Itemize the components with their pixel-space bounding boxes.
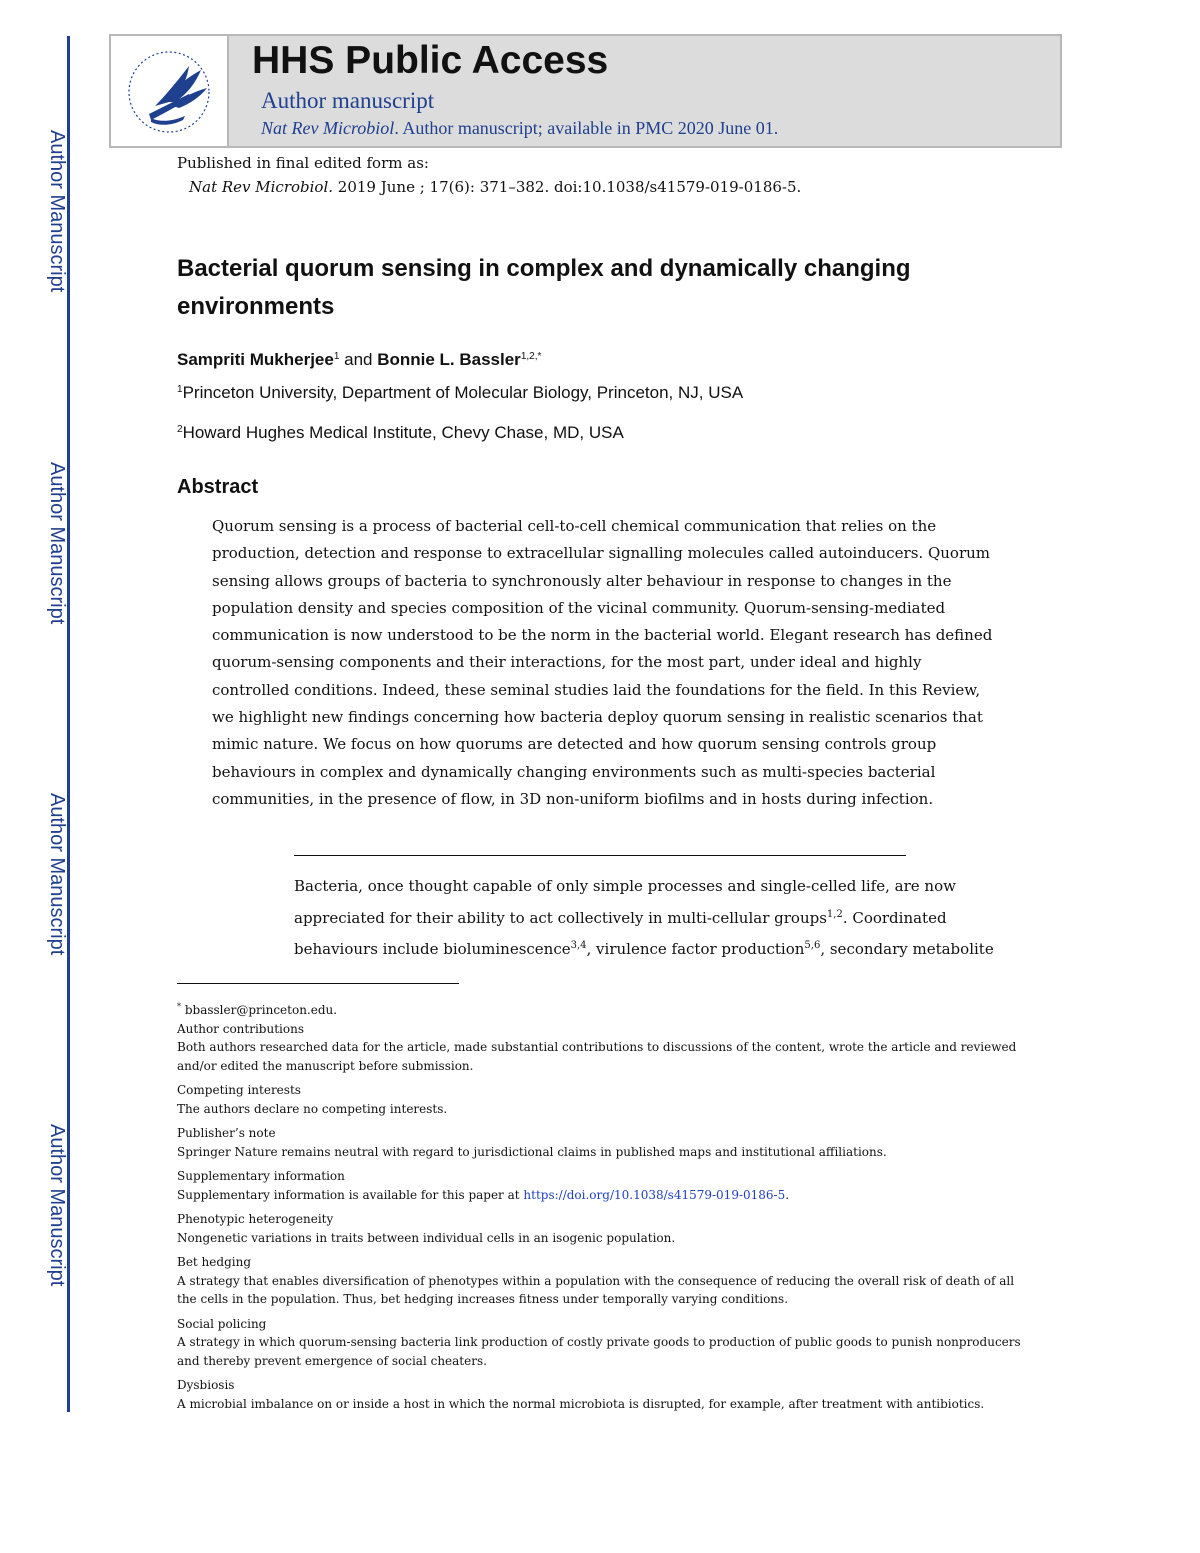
journal-name: Nat Rev Microbiol — [261, 118, 395, 138]
affiliation-text: Howard Hughes Medical Institute, Chevy Chase, MD, USA — [182, 423, 624, 442]
footnote-text — [177, 1186, 1027, 1205]
sidebar-label: Author Manuscript — [46, 130, 68, 293]
body-text: . Coordinated behaviours include bioluminescence — [294, 908, 947, 958]
availability-line — [261, 118, 778, 139]
affiliation — [177, 423, 624, 443]
sidebar-label: Author Manuscript — [46, 462, 68, 625]
footnote-text: Both authors researched data for the article, made substantial contributions to discussions of the content, wrote the article and reviewed and/or edited the manuscript before submission. — [177, 1040, 1017, 1073]
body-text: , secondary metabolite — [820, 940, 994, 958]
availability-text: . Author manuscript; available in PMC 2020 June 01. — [394, 118, 779, 138]
reference-marker: 5,6 — [804, 940, 821, 951]
footnote-section — [177, 1167, 1027, 1204]
footnote-section — [177, 1124, 1027, 1161]
doi-link[interactable]: https://doi.org/10.1038/s41579-019-0186-5 — [523, 1187, 786, 1202]
glossary-term: Social policing — [177, 1316, 267, 1331]
glossary-term: Phenotypic heterogeneity — [177, 1212, 334, 1226]
author-affiliation-marker: 1 — [333, 351, 340, 362]
article-title: Bacterial quorum sensing in complex and dynamically changing environments — [177, 255, 911, 320]
manuscript-subtitle: Author manuscript — [261, 88, 435, 113]
author-line — [177, 350, 541, 370]
header-banner — [109, 34, 1062, 148]
glossary-entry — [177, 1253, 1027, 1309]
glossary-term: Bet hedging — [177, 1255, 251, 1269]
author-name: Bonnie L. Bassler — [377, 350, 521, 369]
abstract-heading: Abstract — [177, 476, 259, 498]
footnote-heading: Author contributions — [177, 1021, 304, 1036]
footnote-divider — [177, 983, 459, 984]
citation-line — [189, 178, 801, 196]
author-name: Sampriti Mukherjee — [177, 350, 334, 369]
email-text: bbassler@princeton.edu. — [184, 1003, 338, 1017]
body-text: , virulence factor production — [586, 940, 805, 958]
body-paragraph — [294, 873, 1034, 964]
citation-details: 2019 June ; 17(6): 371–382. doi:10.1038/s41579-019-0186-5. — [333, 178, 802, 196]
supplementary-period: . — [785, 1187, 790, 1202]
footnote-heading: Supplementary information — [177, 1169, 345, 1183]
affiliation — [177, 383, 743, 403]
hhs-logo — [111, 36, 229, 146]
glossary-term: Dysbiosis — [177, 1378, 235, 1392]
published-line: Published in final edited form as: — [177, 154, 429, 172]
reference-marker: 3,4 — [570, 940, 587, 951]
corresponding-email — [177, 998, 1027, 1020]
footnotes — [177, 998, 1027, 1419]
affiliation-marker: 1 — [177, 384, 183, 395]
glossary-definition: A strategy in which quorum-sensing bacteria link production of costly private goods to production of public goods to punish nonproducers and thereby prevent emergence of social cheaters. — [177, 1335, 1021, 1368]
footnote-text: Springer Nature remains neutral with regard to jurisdictional claims in published maps and institutional affiliations. — [177, 1144, 887, 1159]
author-separator: and — [339, 350, 378, 369]
footnote-heading: Publisher’s note — [177, 1126, 276, 1140]
glossary-definition: Nongenetic variations in traits between individual cells in an isogenic population. — [177, 1230, 676, 1245]
footnote-marker: * — [177, 1002, 181, 1011]
glossary-entry — [177, 1210, 1027, 1247]
section-divider — [294, 855, 906, 856]
glossary-entry — [177, 1376, 1027, 1413]
footnote-section — [177, 1020, 1027, 1076]
affiliation-text: Princeton University, Department of Molecular Biology, Princeton, NJ, USA — [182, 383, 744, 402]
footnote-heading: Competing interests — [177, 1083, 301, 1097]
footnote-text: The authors declare no competing interests. — [177, 1101, 448, 1116]
body-text: Bacteria, once thought capable of only simple processes and single-celled life, are now appreciated for their ability to act collectively in multi-cellular groups — [294, 877, 956, 927]
sidebar-label: Author Manuscript — [46, 793, 68, 956]
footnote-section — [177, 1081, 1027, 1118]
sidebar-label: Author Manuscript — [46, 1124, 68, 1287]
reference-marker: 1,2 — [826, 908, 843, 920]
abstract-text: Quorum sensing is a process of bacterial cell-to-cell chemical communication that relies on the production, detection and response to extracellular signalling molecules called autoinducers. Quorum sensing allows groups of bacteria to synchronously alter behaviour in response to changes in the population density and species composition of the vicinal community. Quorum-sensing-mediated communication is now understood to be the norm in the bacterial world. Elegant research has defined quorum-sensing components and their interactions, for the most part, under ideal and highly controlled conditions. Indeed, these seminal studies laid the foundations for the field. In this Review, we highlight new findings concerning how bacteria deploy quorum sensing in realistic scenarios that mimic nature. We focus on how quorums are detected and how quorum sensing controls group behaviours in complex and dynamically changing environments such as multi-species bacterial communities, in the presence of flow, in 3D non-uniform biofilms and in hosts during infection. — [212, 517, 993, 808]
citation-journal: Nat Rev Microbiol. — [189, 178, 334, 196]
affiliation-marker: 2 — [177, 424, 183, 435]
glossary-definition: A strategy that enables diversification of phenotypes within a population with the consequence of reducing the overall risk of death of all the cells in the population. Thus, bet hedging increases fitness under temporally varying conditions. — [177, 1273, 1015, 1306]
glossary-entry — [177, 1315, 1027, 1371]
glossary-definition: A microbial imbalance on or inside a host in which the normal microbiota is disrupted, for example, after treatment with antibiotics. — [177, 1396, 985, 1411]
hhs-eagle-icon — [111, 36, 227, 146]
page-title: HHS Public Access — [252, 39, 609, 82]
supplementary-text: Supplementary information is available for this paper at — [177, 1187, 524, 1202]
author-affiliation-marker: 1,2,* — [520, 351, 542, 362]
